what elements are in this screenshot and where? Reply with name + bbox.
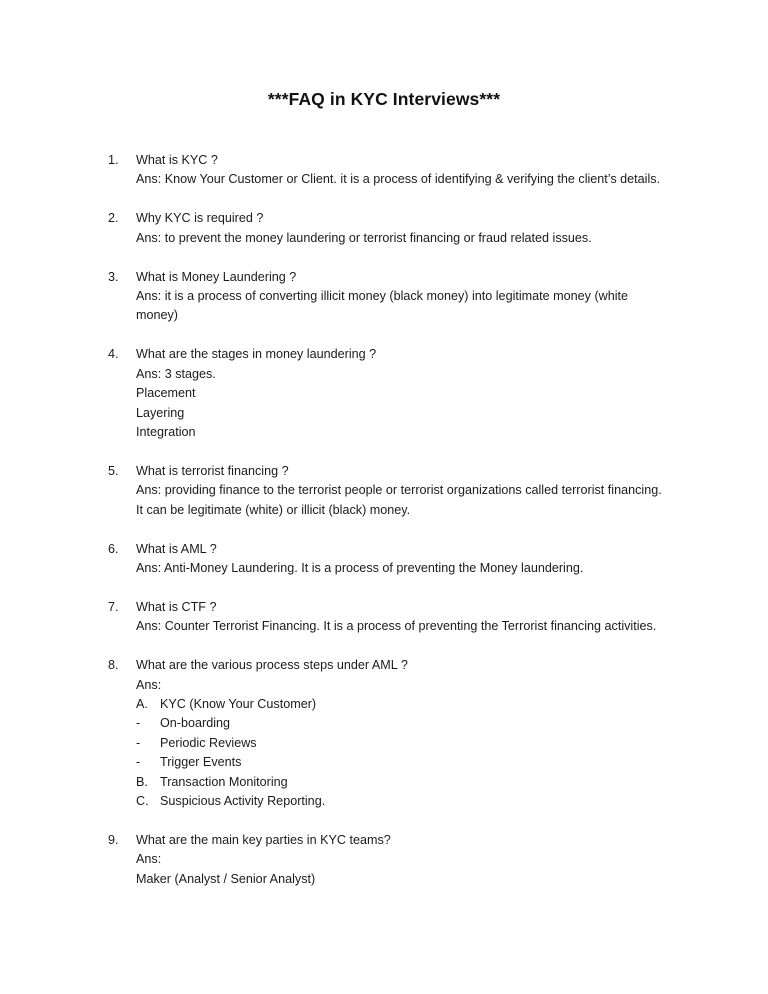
question-number: 4. (108, 347, 119, 362)
faq-item (108, 831, 688, 889)
answer-block (136, 676, 688, 812)
question-row (108, 151, 688, 170)
answer-line: Placement (136, 386, 196, 401)
sub-list-text: Periodic Reviews (160, 735, 257, 750)
faq-item (108, 598, 688, 637)
sub-list-marker: - (136, 735, 141, 750)
sub-list-marker: B. (136, 774, 148, 789)
answer-line: It can be legitimate (white) or illicit (black) money. (136, 502, 411, 517)
question-number: 5. (108, 463, 119, 478)
question-text: What are the various process steps under AML ? (136, 658, 408, 673)
faq-item (108, 151, 688, 190)
faq-item (108, 656, 688, 811)
question-number: 1. (108, 153, 119, 167)
question-text: What are the stages in money laundering ? (136, 347, 377, 362)
question-number: 8. (108, 658, 119, 673)
answer-line: Layering (136, 405, 185, 420)
question-text: What is AML ? (136, 541, 217, 556)
answer-line: Ans: it is a process of converting illicit money (black money) into legitimate money (white (136, 289, 629, 304)
sub-list-text: Transaction Monitoring (160, 774, 288, 789)
question-text: What is Money Laundering ? (136, 269, 297, 284)
sub-list-marker: - (136, 716, 141, 731)
answer-line: Integration (136, 424, 196, 439)
question-row (108, 656, 688, 675)
answer-line: Ans: Counter Terrorist Financing. It is a process of preventing the Terrorist financing activities. (136, 619, 657, 634)
question-number: 9. (108, 832, 119, 847)
question-row (108, 462, 688, 481)
answer-block (136, 229, 688, 248)
sub-list-text: Suspicious Activity Reporting. (160, 794, 326, 809)
answer-block (136, 287, 688, 326)
question-number: 2. (108, 211, 119, 226)
answer-block (136, 481, 688, 520)
answer-line: Ans: Know Your Customer or Client. it is a process of identifying & verifying the client’s details. (136, 172, 661, 187)
faq-item (108, 462, 688, 520)
sub-list-text: KYC (Know Your Customer) (160, 697, 317, 712)
question-row (108, 598, 688, 617)
faq-item (108, 268, 688, 326)
faq-item (108, 345, 688, 442)
answer-block (136, 850, 688, 889)
answer-line: Ans: 3 stages. (136, 366, 216, 381)
answer-line: Ans: (136, 677, 162, 692)
answer-line: Ans: (136, 852, 162, 867)
sub-list-item (136, 792, 688, 811)
faq-item (108, 540, 688, 579)
answer-line: Ans: to prevent the money laundering or terrorist financing or fraud related issues. (136, 230, 592, 245)
sub-list-marker: C. (136, 794, 149, 809)
sub-list-marker: - (136, 755, 141, 770)
answer-line: money) (136, 308, 178, 323)
sub-list-marker: A. (136, 697, 148, 712)
question-row (108, 540, 688, 559)
answer-line: Ans: Anti-Money Laundering. It is a process of preventing the Money laundering. (136, 561, 584, 575)
sub-list-item (136, 753, 688, 772)
question-row (108, 831, 688, 850)
sub-list-item (136, 695, 688, 714)
answer-line: Ans: providing finance to the terrorist people or terrorist organizations called terrorist financing. (136, 483, 662, 498)
sub-list-item (136, 773, 688, 792)
page-title: ***FAQ in KYC Interviews*** (267, 89, 501, 109)
question-text: What is KYC ? (136, 153, 218, 167)
question-text: What is CTF ? (136, 599, 217, 614)
answer-block (136, 365, 688, 443)
sub-list-text: Trigger Events (160, 755, 242, 770)
question-number: 7. (108, 599, 119, 614)
faq-list (108, 151, 688, 889)
question-number: 3. (108, 269, 119, 284)
answer-block (136, 617, 688, 636)
question-text: What is terrorist financing ? (136, 463, 289, 478)
question-text: Why KYC is required ? (136, 211, 264, 226)
question-row (108, 345, 688, 364)
sub-list-item (136, 714, 688, 733)
answer-block (136, 559, 688, 578)
faq-item (108, 209, 688, 248)
question-number: 6. (108, 541, 119, 556)
sub-list-text: On-boarding (160, 716, 231, 731)
answer-block (136, 170, 688, 189)
answer-line: Maker (Analyst / Senior Analyst) (136, 871, 316, 886)
question-row (108, 268, 688, 287)
question-row (108, 209, 688, 228)
sub-list-item (136, 734, 688, 753)
question-text: What are the main key parties in KYC teams? (136, 832, 391, 847)
